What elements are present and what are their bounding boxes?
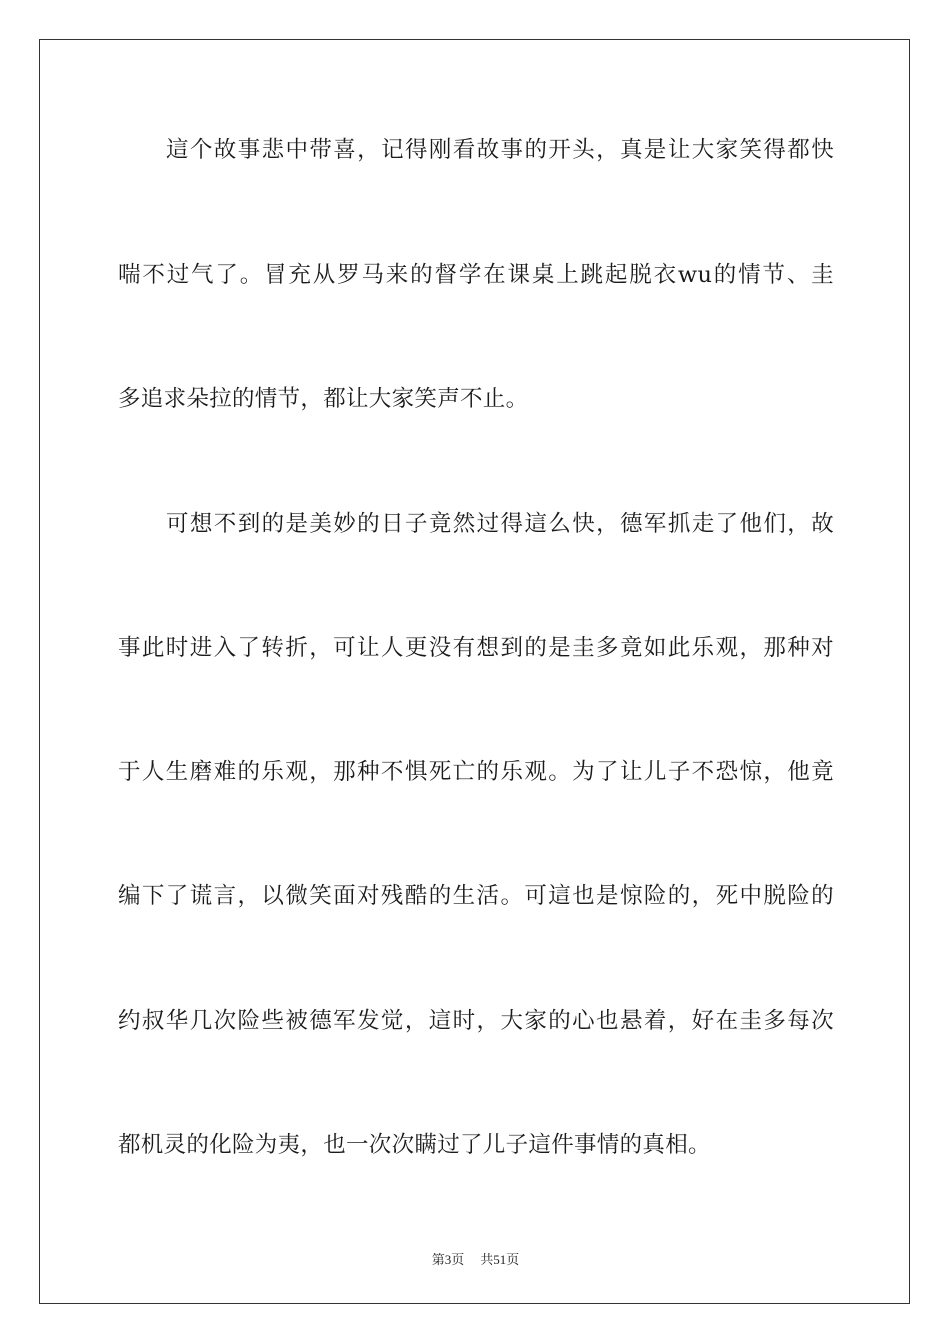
paragraph-line: 于人生磨难的乐观，那种不惧死亡的乐观。为了让儿子不恐惊，他竟 xyxy=(118,759,834,785)
page-total: 共51页 xyxy=(480,1252,520,1267)
page-frame xyxy=(39,39,910,1304)
page-footer xyxy=(40,1251,911,1269)
paragraph-line: 喘不过气了。冒充从罗马来的督学在课桌上跳起脱衣wu的情节、圭 xyxy=(118,262,834,288)
paragraph-line: 這个故事悲中带喜，记得刚看故事的开头，真是让大家笑得都快 xyxy=(166,137,834,163)
paragraph-line: 多追求朵拉的情节，都让大家笑声不止。 xyxy=(118,386,529,412)
paragraph-line: 约叔华几次险些被德军发觉，這时，大家的心也悬着，好在圭多每次 xyxy=(118,1008,834,1034)
paragraph-line: 事此时进入了转折，可让人更没有想到的是圭多竟如此乐观，那种对 xyxy=(118,635,834,661)
paragraph-line: 编下了谎言，以微笑面对残酷的生活。可這也是惊险的，死中脱险的 xyxy=(118,883,834,909)
page-number: 第3页 xyxy=(431,1252,465,1267)
paragraph-line: 可想不到的是美妙的日子竟然过得這么快，德军抓走了他们，故 xyxy=(166,511,834,537)
paragraph-line: 都机灵的化险为夷，也一次次瞒过了儿子這件事情的真相。 xyxy=(118,1132,711,1158)
